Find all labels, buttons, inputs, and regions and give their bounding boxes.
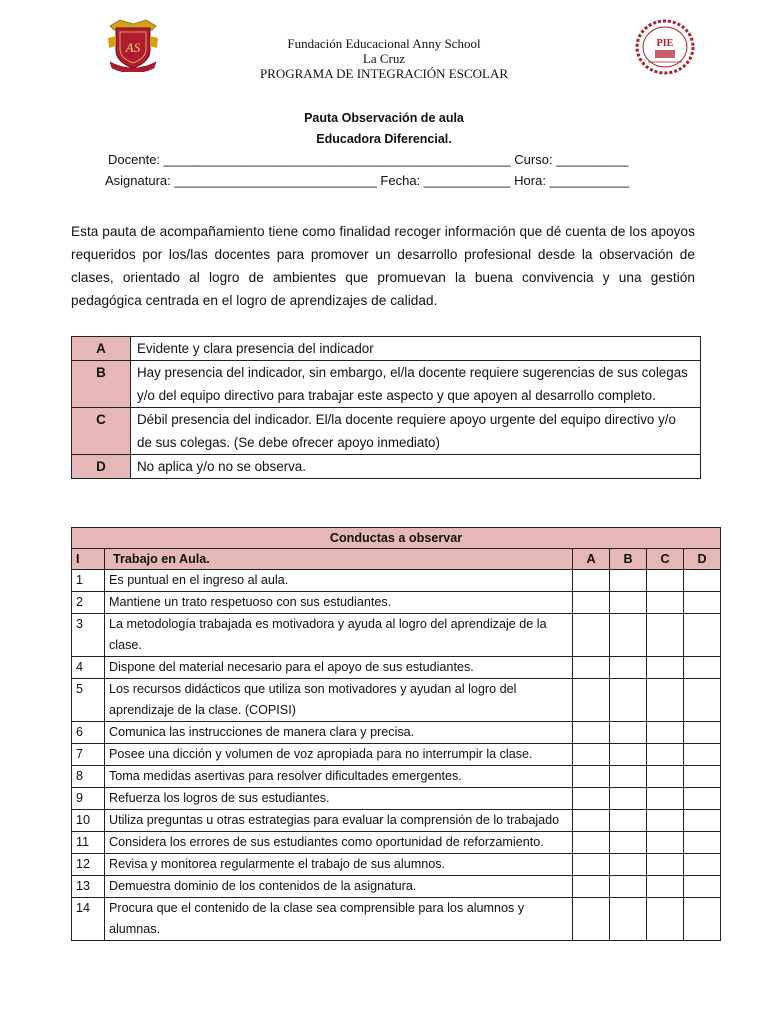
legend-text: Débil presencia del indicador. El/la docente requiere apoyo urgente del equipo directivo y/o de sus colegas. (Se debe ofrecer apoyo inmediato) bbox=[131, 408, 701, 455]
section-label: Trabajo en Aula. bbox=[105, 549, 573, 570]
rating-cell-a[interactable] bbox=[573, 832, 610, 854]
table-row bbox=[72, 722, 721, 744]
col-header-c: C bbox=[647, 549, 684, 570]
row-indicator-text: Comunica las instrucciones de manera clara y precisa. bbox=[105, 722, 573, 744]
section-number: I bbox=[72, 549, 105, 570]
rating-cell-c[interactable] bbox=[647, 722, 684, 744]
rating-cell-a[interactable] bbox=[573, 766, 610, 788]
table-row bbox=[72, 898, 721, 941]
program-name: PROGRAMA DE INTEGRACIÓN ESCOLAR bbox=[259, 66, 509, 81]
rating-cell-d[interactable] bbox=[684, 614, 721, 657]
rating-cell-d[interactable] bbox=[684, 679, 721, 722]
rating-cell-a[interactable] bbox=[573, 570, 610, 592]
row-number: 3 bbox=[72, 614, 105, 657]
rating-cell-b[interactable] bbox=[610, 570, 647, 592]
row-indicator-text: Toma medidas asertivas para resolver dificultades emergentes. bbox=[105, 766, 573, 788]
row-indicator-text: Demuestra dominio de los contenidos de la asignatura. bbox=[105, 876, 573, 898]
rating-cell-b[interactable] bbox=[610, 898, 647, 941]
rating-cell-c[interactable] bbox=[647, 657, 684, 679]
rating-cell-a[interactable] bbox=[573, 614, 610, 657]
row-number: 14 bbox=[72, 898, 105, 941]
legend-key: C bbox=[72, 408, 131, 455]
row-number: 4 bbox=[72, 657, 105, 679]
rating-cell-a[interactable] bbox=[573, 679, 610, 722]
table-row bbox=[72, 744, 721, 766]
observation-table-title: Conductas a observar bbox=[72, 528, 721, 549]
legend-text: Evidente y clara presencia del indicador bbox=[131, 337, 701, 361]
rating-cell-c[interactable] bbox=[647, 614, 684, 657]
row-number: 1 bbox=[72, 570, 105, 592]
rating-cell-a[interactable] bbox=[573, 898, 610, 941]
row-indicator-text: La metodología trabajada es motivadora y ayuda al logro del aprendizaje de la clase. bbox=[105, 614, 573, 657]
row-indicator-text: Dispone del material necesario para el apoyo de sus estudiantes. bbox=[105, 657, 573, 679]
col-header-a: A bbox=[573, 549, 610, 570]
rating-cell-a[interactable] bbox=[573, 592, 610, 614]
city-name: La Cruz bbox=[362, 51, 406, 66]
table-row bbox=[72, 854, 721, 876]
rating-cell-d[interactable] bbox=[684, 657, 721, 679]
rating-cell-d[interactable] bbox=[684, 592, 721, 614]
legend-text: No aplica y/o no se observa. bbox=[131, 455, 701, 479]
rating-cell-c[interactable] bbox=[647, 876, 684, 898]
rating-cell-d[interactable] bbox=[684, 722, 721, 744]
row-number: 11 bbox=[72, 832, 105, 854]
rating-cell-c[interactable] bbox=[647, 766, 684, 788]
rating-cell-d[interactable] bbox=[684, 876, 721, 898]
table-row bbox=[72, 679, 721, 722]
table-row bbox=[72, 592, 721, 614]
rating-cell-d[interactable] bbox=[684, 854, 721, 876]
rating-cell-b[interactable] bbox=[610, 788, 647, 810]
row-number: 5 bbox=[72, 679, 105, 722]
school-name: Fundación Educacional Anny School bbox=[287, 36, 481, 51]
rating-cell-a[interactable] bbox=[573, 788, 610, 810]
rating-cell-d[interactable] bbox=[684, 766, 721, 788]
row-number: 9 bbox=[72, 788, 105, 810]
rating-cell-b[interactable] bbox=[610, 854, 647, 876]
legend-key: B bbox=[72, 361, 131, 408]
row-number: 2 bbox=[72, 592, 105, 614]
svg-text:PIE: PIE bbox=[656, 38, 674, 49]
rating-cell-d[interactable] bbox=[684, 832, 721, 854]
table-row bbox=[72, 570, 721, 592]
table-row bbox=[72, 876, 721, 898]
rating-cell-b[interactable] bbox=[610, 657, 647, 679]
row-indicator-text: Los recursos didácticos que utiliza son motivadores y ayudan al logro del aprendizaje de la clase. (COPISI) bbox=[105, 679, 573, 722]
row-number: 7 bbox=[72, 744, 105, 766]
legend-row bbox=[72, 361, 701, 408]
svg-text:AS: AS bbox=[125, 40, 141, 55]
rating-cell-c[interactable] bbox=[647, 788, 684, 810]
rating-cell-c[interactable] bbox=[647, 854, 684, 876]
rating-cell-a[interactable] bbox=[573, 810, 610, 832]
document-subtitle: Educadora Diferencial. bbox=[316, 132, 452, 146]
rating-cell-a[interactable] bbox=[573, 854, 610, 876]
row-indicator-text: Refuerza los logros de sus estudiantes. bbox=[105, 788, 573, 810]
table-row bbox=[72, 788, 721, 810]
row-indicator-text: Revisa y monitorea regularmente el trabajo de sus alumnos. bbox=[105, 854, 573, 876]
rating-cell-c[interactable] bbox=[647, 898, 684, 941]
rating-cell-b[interactable] bbox=[610, 876, 647, 898]
rating-cell-c[interactable] bbox=[647, 810, 684, 832]
rating-cell-c[interactable] bbox=[647, 679, 684, 722]
rating-cell-c[interactable] bbox=[647, 592, 684, 614]
row-number: 13 bbox=[72, 876, 105, 898]
table-row bbox=[72, 810, 721, 832]
row-indicator-text: Posee una dicción y volumen de voz apropiada para no interrumpir la clase. bbox=[105, 744, 573, 766]
row-indicator-text: Es puntual en el ingreso al aula. bbox=[105, 570, 573, 592]
row-number: 12 bbox=[72, 854, 105, 876]
rating-cell-d[interactable] bbox=[684, 788, 721, 810]
table-row bbox=[72, 657, 721, 679]
legend-key: D bbox=[72, 455, 131, 479]
observation-table bbox=[71, 527, 721, 941]
row-number: 10 bbox=[72, 810, 105, 832]
rating-cell-b[interactable] bbox=[610, 614, 647, 657]
docente-curso-fields[interactable]: Docente: ________________________________________________ Curso: __________ bbox=[108, 152, 629, 167]
legend-row bbox=[72, 455, 701, 479]
rating-cell-b[interactable] bbox=[610, 592, 647, 614]
rating-cell-b[interactable] bbox=[610, 832, 647, 854]
table-row bbox=[72, 614, 721, 657]
asignatura-fecha-hora-fields[interactable]: Asignatura: ____________________________ Fecha: ____________ Hora: ___________ bbox=[105, 173, 630, 188]
rating-cell-b[interactable] bbox=[610, 679, 647, 722]
legend-row bbox=[72, 337, 701, 361]
rating-cell-a[interactable] bbox=[573, 744, 610, 766]
rating-cell-d[interactable] bbox=[684, 898, 721, 941]
legend-row bbox=[72, 408, 701, 455]
col-header-b: B bbox=[610, 549, 647, 570]
rating-cell-c[interactable] bbox=[647, 832, 684, 854]
rating-cell-b[interactable] bbox=[610, 810, 647, 832]
rating-cell-a[interactable] bbox=[573, 722, 610, 744]
intro-paragraph: Esta pauta de acompañamiento tiene como finalidad recoger información que dé cuenta de los apoyos requeridos por los/las docentes para promover un desarrollo profesional desde la observación de clases, orientado al logro de ambientes que promuevan la buena convivencia y una gestión pedagógica centrada en el logro de aprendizajes de calidad. bbox=[71, 224, 695, 308]
rating-cell-d[interactable] bbox=[684, 810, 721, 832]
row-indicator-text: Considera los errores de sus estudiantes como oportunidad de reforzamiento. bbox=[105, 832, 573, 854]
rating-cell-a[interactable] bbox=[573, 657, 610, 679]
table-row bbox=[72, 832, 721, 854]
table-row bbox=[72, 766, 721, 788]
rating-cell-c[interactable] bbox=[647, 744, 684, 766]
legend-table bbox=[71, 336, 701, 479]
rating-cell-d[interactable] bbox=[684, 744, 721, 766]
document-title: Pauta Observación de aula bbox=[304, 111, 464, 125]
rating-cell-d[interactable] bbox=[684, 570, 721, 592]
row-indicator-text: Utiliza preguntas u otras estrategias para evaluar la comprensión de lo trabajado bbox=[105, 810, 573, 832]
rating-cell-b[interactable] bbox=[610, 766, 647, 788]
rating-cell-b[interactable] bbox=[610, 744, 647, 766]
row-number: 8 bbox=[72, 766, 105, 788]
legend-key: A bbox=[72, 337, 131, 361]
rating-cell-b[interactable] bbox=[610, 722, 647, 744]
row-number: 6 bbox=[72, 722, 105, 744]
rating-cell-a[interactable] bbox=[573, 876, 610, 898]
rating-cell-c[interactable] bbox=[647, 570, 684, 592]
col-header-d: D bbox=[684, 549, 721, 570]
row-indicator-text: Procura que el contenido de la clase sea comprensible para los alumnos y alumnas. bbox=[105, 898, 573, 941]
row-indicator-text: Mantiene un trato respetuoso con sus estudiantes. bbox=[105, 592, 573, 614]
legend-text: Hay presencia del indicador, sin embargo, el/la docente requiere sugerencias de sus colegas y/o del equipo directivo para trabajar este aspecto y que apoyen al desarrollo completo. bbox=[131, 361, 701, 408]
